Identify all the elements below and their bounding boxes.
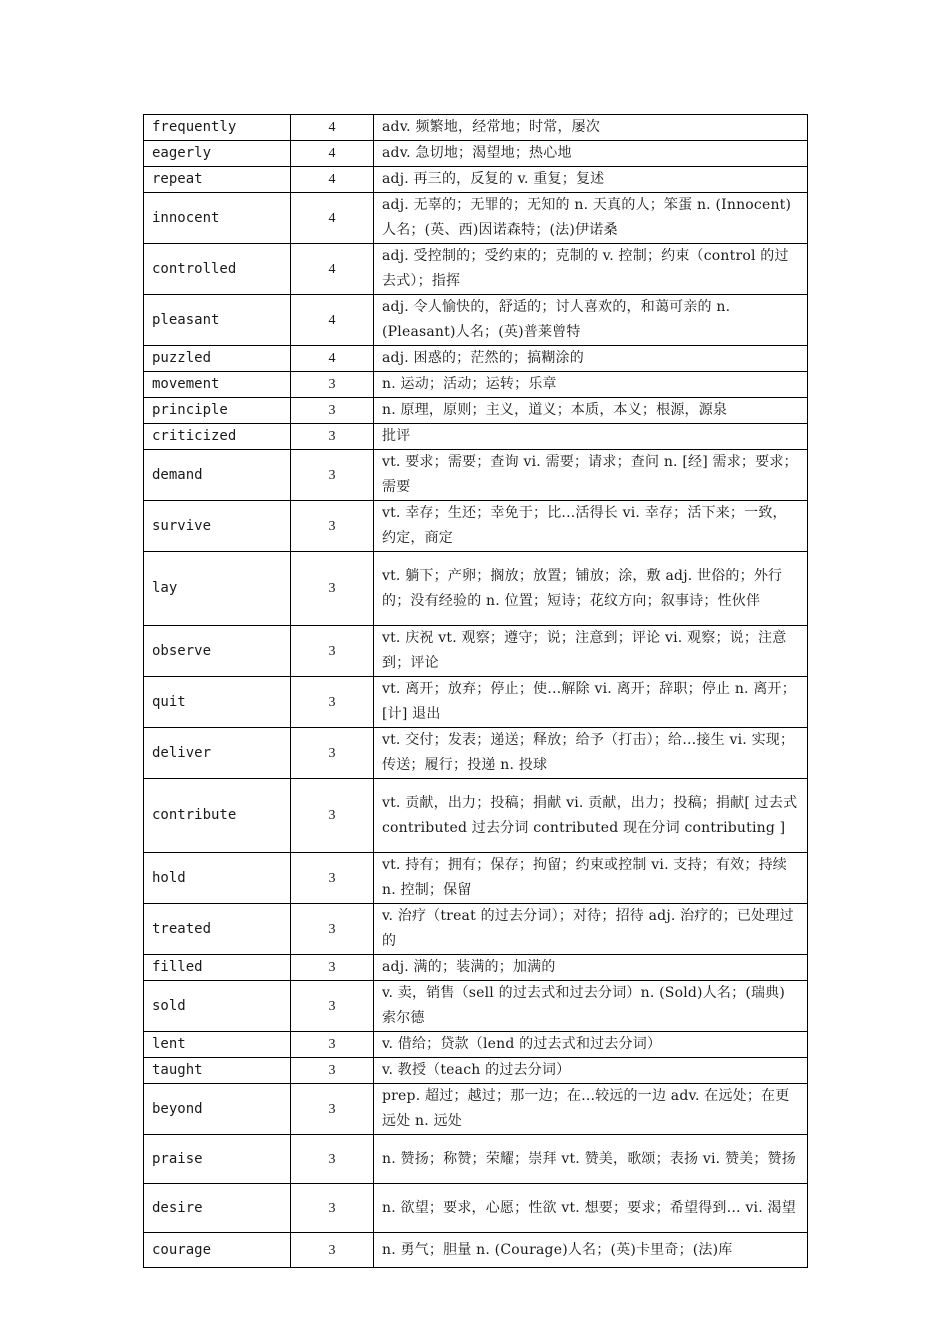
word-cell: demand: [144, 450, 291, 501]
table-row: [144, 501, 808, 552]
meaning-cell: vt. 躺下；产卵；搁放；放置；铺放；涂，敷 adj. 世俗的；外行的；没有经验的 n. 位置；短诗；花纹方向；叙事诗；性伙伴: [374, 552, 808, 626]
table-row: [144, 728, 808, 779]
table-row: [144, 1233, 808, 1268]
meaning-cell: prep. 超过；越过；那一边；在...较远的一边 adv. 在远处；在更远处 n. 远处: [374, 1084, 808, 1135]
count-cell: 3: [291, 501, 374, 552]
count-cell: 4: [291, 244, 374, 295]
meaning-cell: adj. 受控制的；受约束的；克制的 v. 控制；约束（control 的过去式）；指挥: [374, 244, 808, 295]
word-cell: controlled: [144, 244, 291, 295]
word-cell: filled: [144, 955, 291, 981]
meaning-cell: n. 运动；活动；运转；乐章: [374, 372, 808, 398]
table-row: [144, 1135, 808, 1184]
table-row: [144, 424, 808, 450]
meaning-cell: vt. 幸存；生还；幸免于；比...活得长 vi. 幸存；活下来；一致，约定，商定: [374, 501, 808, 552]
table-row: [144, 115, 808, 141]
count-cell: 3: [291, 372, 374, 398]
word-cell: innocent: [144, 193, 291, 244]
count-cell: 3: [291, 955, 374, 981]
count-cell: 3: [291, 424, 374, 450]
count-cell: 3: [291, 981, 374, 1032]
meaning-cell: adv. 频繁地，经常地；时常，屡次: [374, 115, 808, 141]
table-row: [144, 1032, 808, 1058]
table-row: [144, 193, 808, 244]
table-row: [144, 1084, 808, 1135]
meaning-cell: n. 欲望；要求，心愿；性欲 vt. 想要；要求；希望得到… vi. 渴望: [374, 1184, 808, 1233]
table-row: [144, 244, 808, 295]
count-cell: 3: [291, 1032, 374, 1058]
meaning-cell: adj. 满的；装满的；加满的: [374, 955, 808, 981]
table-row: [144, 981, 808, 1032]
meaning-cell: vt. 交付；发表；递送；释放；给予（打击）；给…接生 vi. 实现；传送；履行；投递 n. 投球: [374, 728, 808, 779]
word-cell: principle: [144, 398, 291, 424]
word-cell: lay: [144, 552, 291, 626]
count-cell: 4: [291, 295, 374, 346]
table-row: [144, 626, 808, 677]
vocabulary-table-body: [144, 115, 808, 1268]
count-cell: 3: [291, 1233, 374, 1268]
table-row: [144, 450, 808, 501]
count-cell: 3: [291, 677, 374, 728]
word-cell: movement: [144, 372, 291, 398]
table-row: [144, 904, 808, 955]
word-cell: beyond: [144, 1084, 291, 1135]
count-cell: 3: [291, 853, 374, 904]
count-cell: 4: [291, 167, 374, 193]
count-cell: 3: [291, 1084, 374, 1135]
word-cell: contribute: [144, 779, 291, 853]
table-row: [144, 853, 808, 904]
meaning-cell: adv. 急切地；渴望地；热心地: [374, 141, 808, 167]
word-cell: desire: [144, 1184, 291, 1233]
word-cell: sold: [144, 981, 291, 1032]
table-row: [144, 1184, 808, 1233]
word-cell: survive: [144, 501, 291, 552]
word-cell: frequently: [144, 115, 291, 141]
count-cell: 3: [291, 728, 374, 779]
count-cell: 3: [291, 1058, 374, 1084]
count-cell: 3: [291, 398, 374, 424]
table-row: [144, 141, 808, 167]
word-cell: courage: [144, 1233, 291, 1268]
count-cell: 4: [291, 141, 374, 167]
table-row: [144, 346, 808, 372]
meaning-cell: adj. 无辜的；无罪的；无知的 n. 天真的人；笨蛋 n. (Innocent)人名；(英、西)因诺森特；(法)伊诺桑: [374, 193, 808, 244]
table-row: [144, 372, 808, 398]
word-cell: lent: [144, 1032, 291, 1058]
count-cell: 3: [291, 779, 374, 853]
count-cell: 3: [291, 904, 374, 955]
word-cell: eagerly: [144, 141, 291, 167]
table-row: [144, 779, 808, 853]
meaning-cell: vt. 要求；需要；查询 vi. 需要；请求；查问 n. [经] 需求；要求；需要: [374, 450, 808, 501]
meaning-cell: vt. 贡献，出力；投稿；捐献 vi. 贡献，出力；投稿；捐献[ 过去式 contributed 过去分词 contributed 现在分词 contributing ]: [374, 779, 808, 853]
count-cell: 3: [291, 450, 374, 501]
table-row: [144, 1058, 808, 1084]
table-row: [144, 955, 808, 981]
meaning-cell: adj. 令人愉快的，舒适的；讨人喜欢的，和蔼可亲的 n. (Pleasant)人名；(英)普莱曾特: [374, 295, 808, 346]
meaning-cell: v. 治疗（treat 的过去分词）；对待；招待 adj. 治疗的；已处理过的: [374, 904, 808, 955]
meaning-cell: 批评: [374, 424, 808, 450]
meaning-cell: vt. 庆祝 vt. 观察；遵守；说；注意到；评论 vi. 观察；说；注意到；评论: [374, 626, 808, 677]
meaning-cell: vt. 离开；放弃；停止；使…解除 vi. 离开；辞职；停止 n. 离开；[计] 退出: [374, 677, 808, 728]
word-cell: pleasant: [144, 295, 291, 346]
word-cell: taught: [144, 1058, 291, 1084]
word-cell: deliver: [144, 728, 291, 779]
count-cell: 4: [291, 346, 374, 372]
meaning-cell: n. 赞扬；称赞；荣耀；崇拜 vt. 赞美，歌颂；表扬 vi. 赞美；赞扬: [374, 1135, 808, 1184]
word-cell: criticized: [144, 424, 291, 450]
word-cell: observe: [144, 626, 291, 677]
meaning-cell: n. 原理，原则；主义，道义；本质，本义；根源，源泉: [374, 398, 808, 424]
table-row: [144, 398, 808, 424]
meaning-cell: adj. 困惑的；茫然的；搞糊涂的: [374, 346, 808, 372]
count-cell: 3: [291, 1184, 374, 1233]
word-cell: praise: [144, 1135, 291, 1184]
count-cell: 4: [291, 115, 374, 141]
meaning-cell: v. 卖，销售（sell 的过去式和过去分词）n. (Sold)人名；(瑞典)索尔德: [374, 981, 808, 1032]
count-cell: 4: [291, 193, 374, 244]
meaning-cell: adj. 再三的，反复的 v. 重复；复述: [374, 167, 808, 193]
table-row: [144, 552, 808, 626]
count-cell: 3: [291, 626, 374, 677]
count-cell: 3: [291, 552, 374, 626]
meaning-cell: vt. 持有；拥有；保存；拘留；约束或控制 vi. 支持；有效；持续 n. 控制；保留: [374, 853, 808, 904]
meaning-cell: v. 教授（teach 的过去分词）: [374, 1058, 808, 1084]
word-cell: hold: [144, 853, 291, 904]
word-cell: treated: [144, 904, 291, 955]
meaning-cell: n. 勇气；胆量 n. (Courage)人名；(英)卡里奇；(法)库: [374, 1233, 808, 1268]
word-cell: puzzled: [144, 346, 291, 372]
vocabulary-table: [143, 114, 808, 1268]
table-row: [144, 677, 808, 728]
table-row: [144, 167, 808, 193]
word-cell: quit: [144, 677, 291, 728]
count-cell: 3: [291, 1135, 374, 1184]
word-cell: repeat: [144, 167, 291, 193]
meaning-cell: v. 借给；贷款（lend 的过去式和过去分词）: [374, 1032, 808, 1058]
table-row: [144, 295, 808, 346]
